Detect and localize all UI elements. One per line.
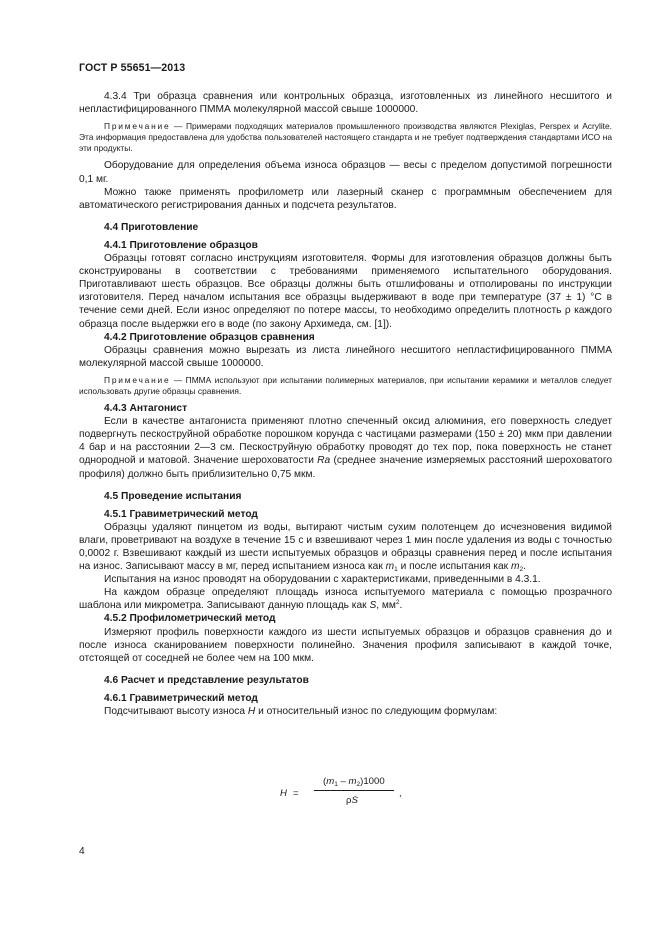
text-run: Если в качестве антагониста применяют плотно спеченный оксид алюминия, его поверхность следует подвергнуть пескоструйной обработке порошком корунда с частицами размерами (150 ± 20) мкм при давлении 4 бар и на расстоянии 2—3 см. Пескоструйную обработку проводят до тех пор, пока поверхность не станет однородной и матовой. Значение шероховатости	[79, 416, 612, 467]
text-run: , мм	[376, 600, 396, 612]
text-run: .	[523, 561, 526, 573]
formula-m1: m	[326, 776, 335, 787]
formula-sub-2: 2	[356, 781, 361, 788]
note-text: — ПММА используют при испытании полимерных материалов, при испытании керамики и металлов следует использовать другие образцы сравнения.	[79, 374, 612, 396]
text-run: .	[399, 600, 403, 612]
paragraph-equipment: Оборудование для определения объема износа образцов — весы с пределом допустимой погрешности 0,1 мг.	[79, 160, 612, 185]
note-label: Примечание	[104, 374, 171, 385]
variable-s: S	[369, 600, 377, 612]
text-run: (среднее значение измеряемых расстояний шероховатого профиля) должно быть приблизительно 0,75 мкм.	[79, 455, 612, 480]
heading-4-5: 4.5 Проведение испытания	[104, 490, 242, 502]
paragraph-4-4-2: Образцы сравнения можно вырезать из листа линейного несшитого непластифицированного ПММА молекулярной массой свыше 1000000.	[79, 344, 612, 369]
note-1	[79, 121, 612, 154]
wear-height-formula	[280, 776, 440, 816]
document-header: ГОСТ Р 55651—2013	[79, 62, 186, 74]
heading-4-4-2: 4.4.2 Приготовление образцов сравнения	[104, 331, 315, 343]
variable-m2: m	[510, 561, 520, 573]
subscript-1: 1	[394, 566, 398, 574]
subscript-2: 2	[519, 566, 524, 574]
document-body	[79, 90, 612, 718]
heading-4-4-1: 4.4.1 Приготовление образцов	[104, 239, 258, 251]
paragraph-4-4-3	[79, 415, 612, 480]
heading-4-5-1: 4.5.1 Гравиметрический метод	[104, 508, 258, 520]
formula-numerator	[323, 776, 385, 787]
superscript-2: 2	[395, 599, 400, 607]
paragraph-profilometer: Можно также применять профилометр или лазерный сканер с программным обеспечением для автоматического регистрирования данных и подсчета результатов.	[79, 186, 612, 211]
paragraph-4-4-1: Образцы готовят согласно инструкциям изготовителя. Формы для изготовления образцов должны быть сконструированы в соответствии с требованиями применяемого испытательного оборудования. Приготавливают шесть образцов. Все образцы должны быть отшлифованы и отполированы по инструкции изготовителя. Перед началом испытания все образцы выдерживают в воде при температуре (37 ± 1) °С в течение семи дней. Если износ определяют по потере массы, то необходимо определить плотность ρ каждого образца после выдержки его в воде (по закону Архимеда, см. [1]).	[79, 253, 612, 330]
note-text: — Примерами подходящих материалов промышленного производства являются Plexiglas, Perspex и Acrylite. Эта информация предоставлена для удобства пользователей настоящего стандарта и не требует подтверждения стандартами ИСО на эти продукты.	[79, 121, 612, 154]
formula-rho: ρ	[346, 795, 352, 806]
page-number: 4	[79, 846, 85, 857]
variable-ra: Ra	[317, 455, 331, 467]
fraction-bar	[314, 790, 394, 791]
note-label: Примечание	[104, 121, 171, 132]
formula-sub-1: 1	[334, 781, 338, 788]
paragraph-4-5-1-equipment: Испытания на износ проводят на оборудовании с характеристиками, приведенными в 4.3.1.	[104, 574, 541, 586]
variable-h: H	[247, 706, 256, 718]
formula-equals: =	[293, 788, 299, 799]
formula-m2: m	[348, 776, 357, 787]
formula-factor: )1000	[360, 776, 385, 787]
formula-minus: –	[337, 776, 349, 787]
formula-comma: ,	[399, 788, 402, 799]
text-run: и после испытания как	[397, 561, 511, 573]
paragraph-4-5-1	[79, 521, 612, 573]
paragraph-4-5-1-area	[79, 586, 612, 612]
clause-4-3-4: 4.3.4 Три образца сравнения или контрольных образца, изготовленных из линейного несшитого и непластифицированного ПММА молекулярной массой свыше 1000000.	[79, 91, 612, 116]
text-run: На каждом образце определяют площадь износа испытуемого материала с помощью прозрачного шаблона или микрометра. Записывают данную площадь как	[79, 587, 612, 612]
formula-s: S	[351, 795, 358, 806]
heading-4-5-2: 4.5.2 Профилометрический метод	[104, 613, 276, 625]
text-run: Образцы удаляют пинцетом из воды, вытирают чистым сухим полотенцем до исчезновения видимой влаги, проветривают на воздухе в течение 15 с и взвешивают через 1 мин после удаления из воды с точностью 0,0002 г. Взвешивают каждый из шести испытуемых образцов и образцы сравнения перед и после испытания на износ. Записывают массу в мг, перед испытанием износа как	[79, 521, 612, 573]
heading-4-4: 4.4 Приготовление	[104, 221, 199, 233]
paragraph-4-6-1	[79, 705, 612, 718]
note-2	[79, 375, 612, 397]
variable-m1: m	[385, 561, 395, 573]
heading-4-4-3: 4.4.3 Антагонист	[104, 403, 188, 415]
formula-lhs: H	[280, 788, 287, 799]
formula-denominator	[346, 795, 358, 806]
heading-4-6-1: 4.6.1 Гравиметрический метод	[104, 692, 258, 704]
heading-4-6: 4.6 Расчет и представление результатов	[104, 674, 309, 686]
text-run: и относительный износ по следующим формулам:	[255, 706, 498, 718]
paragraph-4-5-2: Измеряют профиль поверхности каждого из шести испытуемых образцов и образцов сравнения до и после износа сканированием поверхности полинейно. Значения профиля записывают в каждой точке, отстоящей от соседней не более чем на 100 мкм.	[79, 626, 612, 664]
formula-paren: (	[323, 776, 327, 787]
text-run: Подсчитывают высоту износа	[104, 706, 248, 718]
